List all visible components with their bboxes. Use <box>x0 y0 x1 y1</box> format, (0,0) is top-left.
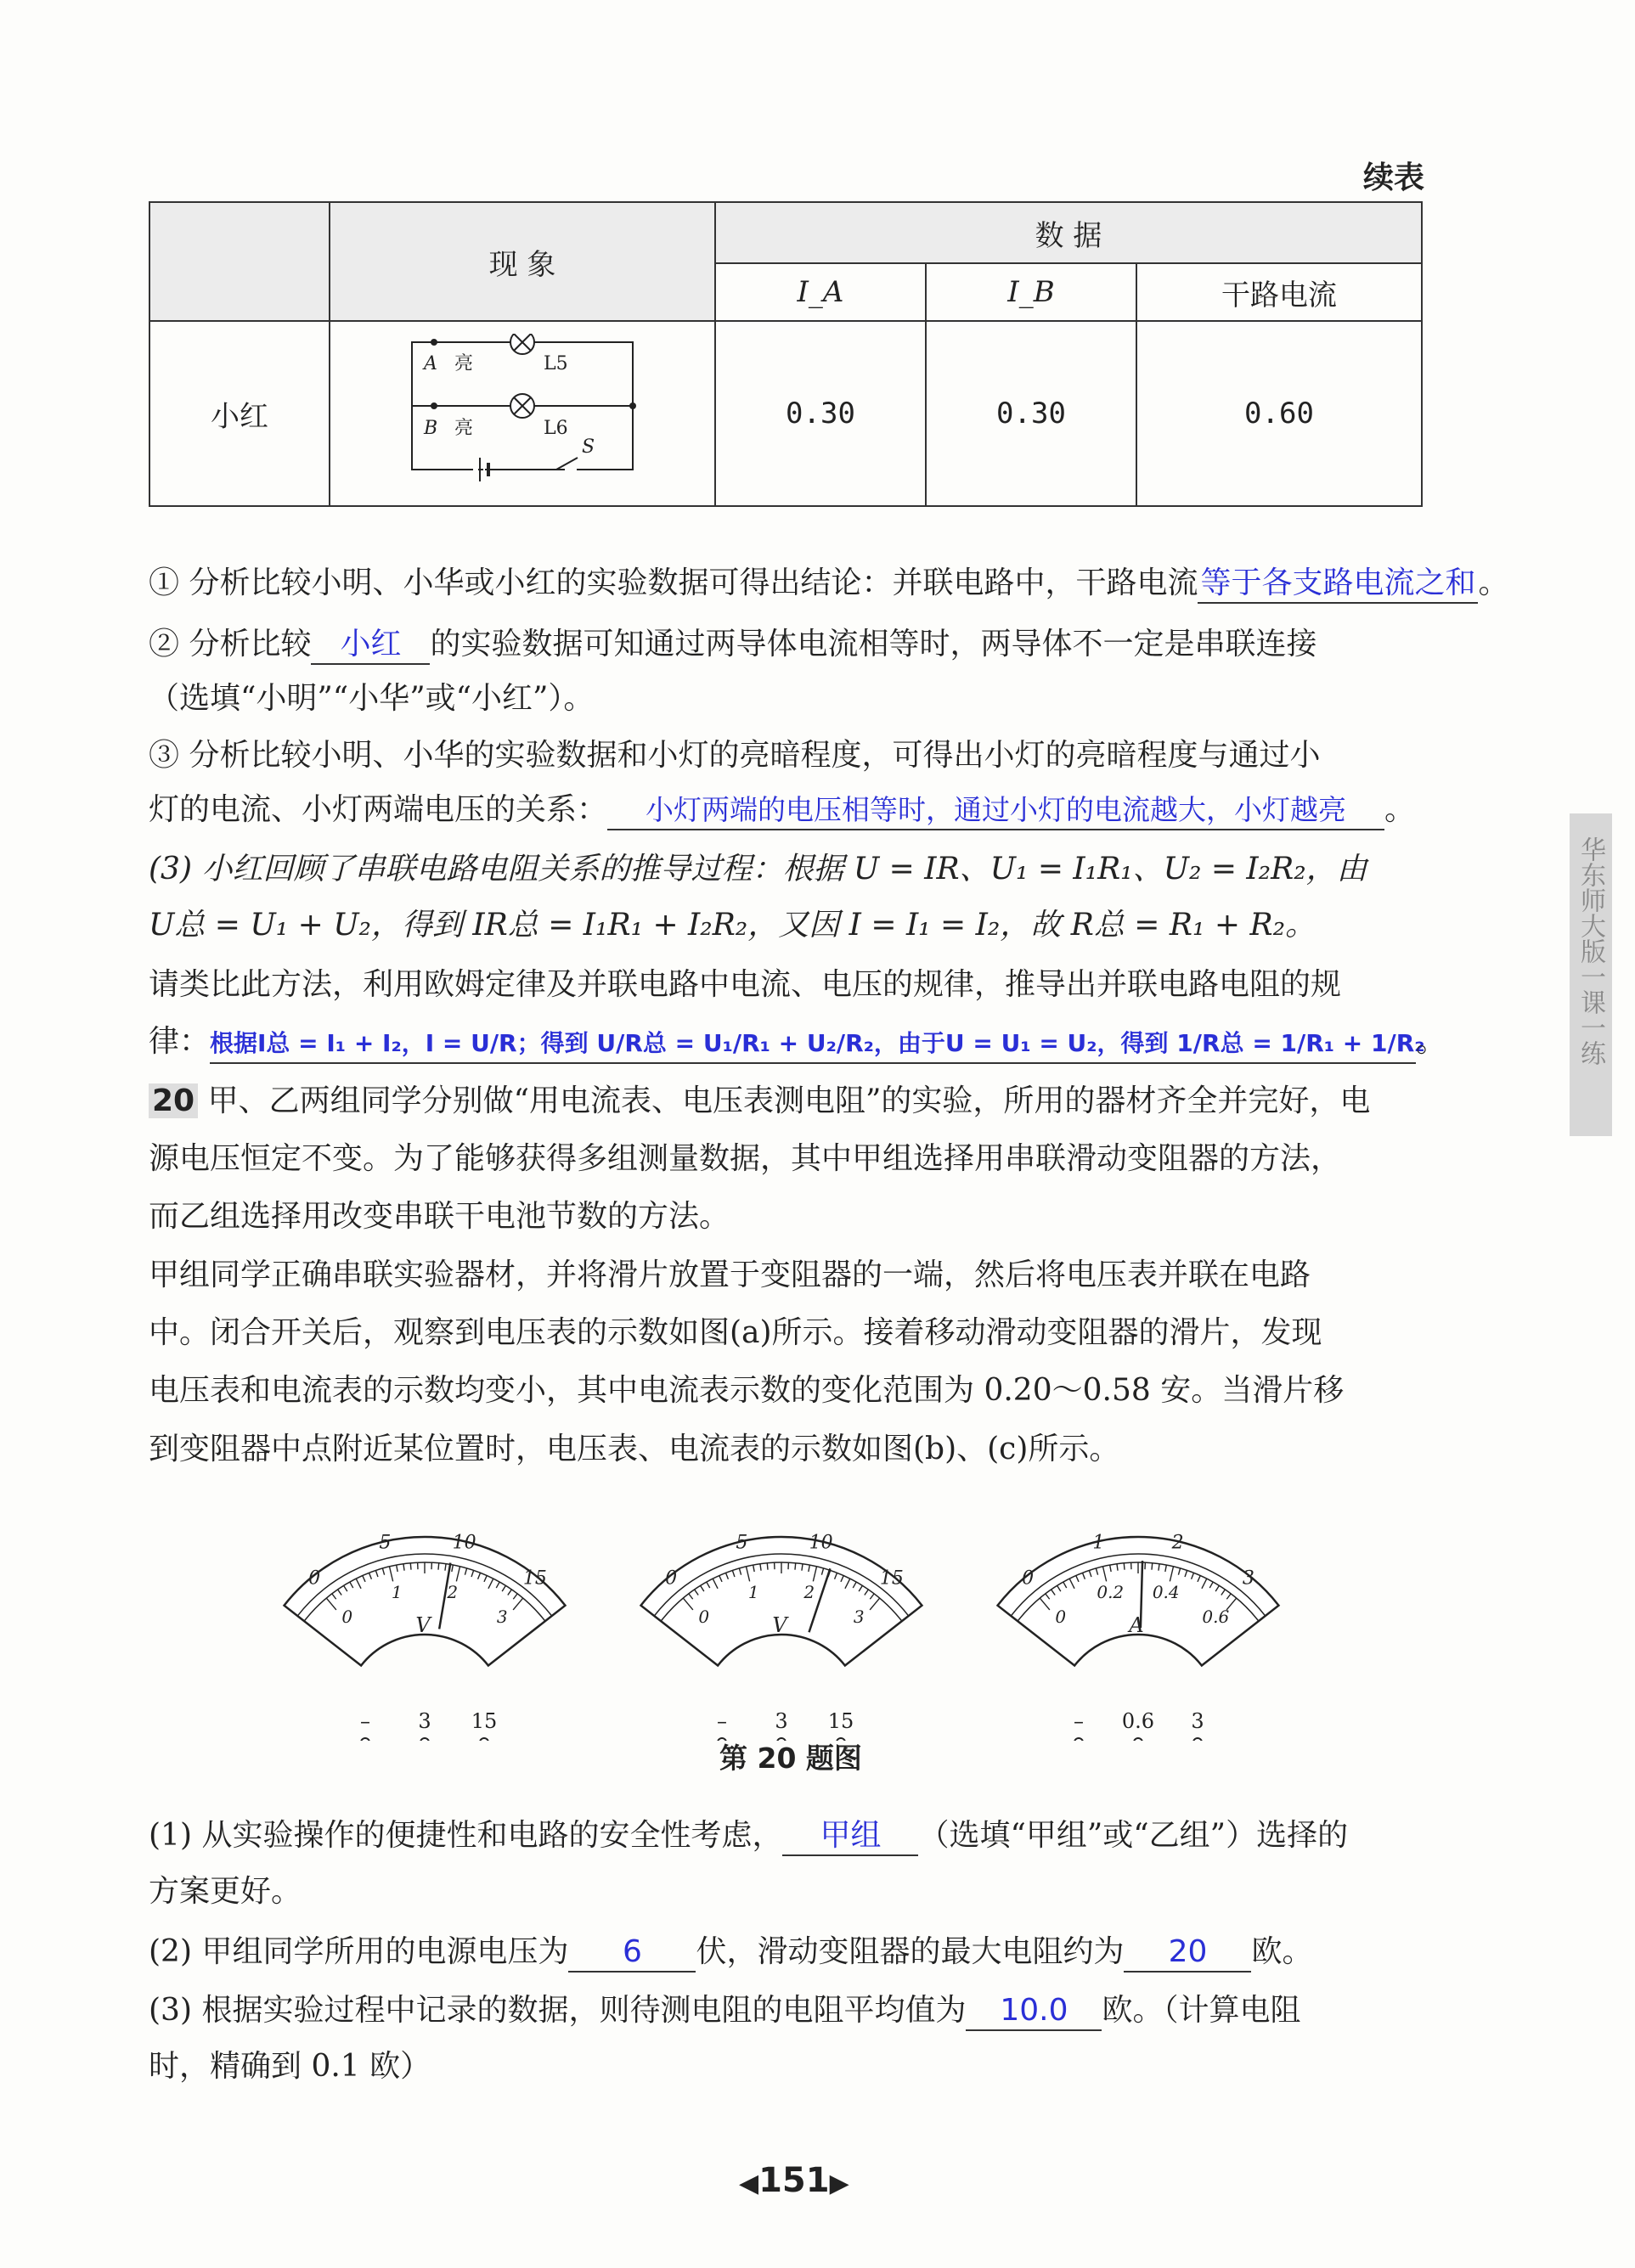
data-header: 数 据 <box>715 202 1422 263</box>
q3-answer: 小灯两端的电压相等时，通过小灯的电流越大，小灯越亮 <box>607 791 1384 830</box>
p3-answer: 根据I总 = I₁ + I₂，I = U/R；得到 U/R总 = U₁/R₁ + U₂/R₂，由于U = U₁ = U₂，得到 1/R总 = 1/R₁ + 1/R₂ <box>210 1025 1416 1064</box>
meter-unit: V <box>772 1613 787 1637</box>
circuit-cell <box>330 321 715 506</box>
s2-answer-voltage: 6 <box>568 1933 696 1973</box>
meter-1 <box>285 1532 566 1741</box>
scale-tick <box>438 1563 439 1570</box>
outer-scale-label: 10 <box>809 1532 833 1554</box>
q3-line1: ③ 分析比较小明、小华的实验数据和小灯的亮暗程度，可得出小灯的亮暗程度与通过小 <box>149 738 1321 773</box>
meter-face <box>998 1537 1279 1666</box>
terminal-label: 3 <box>775 1709 788 1733</box>
q1-line <box>149 565 1508 604</box>
s3-pre: (3) 根据实验过程中记录的数据，则待测电阻的电阻平均值为 <box>149 1993 967 2028</box>
ib-value: 0.30 <box>926 321 1136 506</box>
s2-mid: 伏，滑动变阻器的最大电阻约为 <box>696 1934 1125 1969</box>
p3-pre: 律： <box>149 1024 211 1059</box>
q2-pre: ② 分析比较 <box>149 627 312 661</box>
bright-label-2: 亮 <box>454 417 474 439</box>
q1-text: ① 分析比较小明、小华或小红的实验数据可得出结论：并联电路中，干路电流 <box>149 566 1198 600</box>
data-table <box>149 201 1423 507</box>
q2-post: 的实验数据可知通过两导体电流相等时，两导体不一定是串联连接 <box>430 627 1317 661</box>
terminal-label: 3 <box>1191 1709 1204 1733</box>
main-current-value: 0.60 <box>1136 321 1422 506</box>
q2-line2: （选填“小明”“小华”或“小红”）。 <box>149 681 595 716</box>
terminal-label: 3 <box>418 1709 431 1733</box>
terminal-label: – <box>360 1709 370 1733</box>
terminal-post <box>1074 1738 1083 1741</box>
scale-tick <box>410 1563 411 1570</box>
q20-number: 20 <box>149 1083 198 1118</box>
q20-line3: 而乙组选择用改变串联干电池节数的方法。 <box>149 1199 730 1234</box>
s3-answer: 10.0 <box>966 1992 1102 2031</box>
terminal-label: – <box>1074 1709 1084 1733</box>
q20-line2: 源电压恒定不变。为了能够获得多组测量数据，其中甲组选择用串联滑动变阻器的方法， <box>149 1141 1342 1176</box>
inner-scale-label: 3 <box>496 1607 508 1628</box>
p3-line1: (3) 小红回顾了串联电路电阻关系的推导过程：根据 U = IR、U₁ = I₁R₁、U₂ = I₂R₂，由 <box>149 852 1367 886</box>
inner-scale-label: 2 <box>447 1581 459 1602</box>
q20-line6: 电压表和电流表的示数均变小，其中电流表示数的变化范围为 0.20～0.58 安。当滑片移 <box>149 1373 1345 1408</box>
main-current-header: 干路电流 <box>1136 263 1422 321</box>
q1-answer: 等于各支路电流之和 <box>1198 565 1478 604</box>
outer-scale-label: 3 <box>1242 1567 1254 1590</box>
meters-figure <box>280 1520 1300 1741</box>
continued-label: 续表 <box>1363 160 1425 195</box>
terminal-post <box>1134 1738 1142 1741</box>
terminal-label: 0.6 <box>1121 1709 1155 1733</box>
q2-line <box>149 626 1316 665</box>
phenomenon-header: 现 象 <box>330 202 715 321</box>
inner-scale-label: 0.4 <box>1152 1581 1180 1602</box>
outer-scale-label: 15 <box>879 1567 904 1590</box>
page-number: ◀151▶ <box>739 2161 849 2200</box>
outer-scale-label: 1 <box>1092 1532 1105 1554</box>
outer-scale-label: 5 <box>379 1532 392 1554</box>
scale-tick <box>1124 1563 1125 1570</box>
terminal-label: 15 <box>827 1709 854 1733</box>
outer-scale-label: 0 <box>308 1567 321 1590</box>
node-a-label: A <box>424 352 437 374</box>
p3-end: 。 <box>1416 1024 1447 1059</box>
q20-line4: 甲组同学正确串联实验器材，并将滑片放置于变阻器的一端，然后将电压表并联在电路 <box>149 1258 1311 1292</box>
outer-scale-label: 0 <box>665 1567 678 1590</box>
meter-2 <box>641 1532 922 1741</box>
meter-3 <box>998 1532 1279 1741</box>
outer-scale-label: 0 <box>1022 1567 1035 1590</box>
inner-scale-label: 2 <box>803 1581 815 1602</box>
inner-scale-label: 1 <box>391 1581 403 1602</box>
s2-line <box>149 1933 1312 1973</box>
scale-tick <box>1152 1563 1153 1570</box>
node-b-label: B <box>424 417 438 439</box>
inner-scale-label: 0 <box>1055 1607 1067 1628</box>
meter-unit: V <box>415 1613 431 1637</box>
scale-tick <box>795 1563 796 1570</box>
terminal-post <box>1193 1738 1202 1741</box>
meter-face <box>285 1537 566 1666</box>
meter-unit: A <box>1129 1613 1144 1637</box>
p3-line4 <box>149 1023 1446 1064</box>
inner-scale-label: 1 <box>747 1581 759 1602</box>
ia-header: I_A <box>715 263 926 321</box>
s1-line2: 方案更好。 <box>149 1874 302 1909</box>
ia-value: 0.30 <box>715 321 926 506</box>
s1-answer: 甲组 <box>782 1817 918 1856</box>
bright-label-1: 亮 <box>454 352 474 374</box>
p3-line3: 请类比此方法，利用欧姆定律及并联电路中电流、电压的规律，推导出并联电路电阻的规 <box>149 967 1342 1002</box>
outer-scale-label: 2 <box>1171 1532 1184 1554</box>
s1-pre: (1) 从实验操作的便捷性和电路的安全性考虑， <box>149 1818 783 1853</box>
outer-scale-label: 5 <box>736 1532 748 1554</box>
ib-header: I_B <box>926 263 1136 321</box>
s3-line2: 时，精确到 0.1 欧） <box>149 2049 431 2084</box>
outer-scale-label: 10 <box>452 1532 476 1554</box>
q3-pre: 灯的电流、小灯两端电压的关系： <box>149 792 608 827</box>
switch-label: S <box>582 436 595 458</box>
meter-face <box>641 1537 922 1666</box>
outer-scale-label: 15 <box>522 1567 547 1590</box>
s2-post: 欧。 <box>1251 1934 1313 1969</box>
parallel-circuit-diagram <box>395 334 650 487</box>
side-tab-text: 华东师大版一课一练 <box>1576 836 1605 1066</box>
row-name-cell: 小红 <box>149 321 330 506</box>
s3-post: 欧。（计算电阻 <box>1102 1993 1301 2028</box>
q20-text-1: 甲、乙两组同学分别做“用电流表、电压表测电阻”的实验，所用的器材齐全并完好，电 <box>207 1083 1371 1118</box>
terminal-post <box>420 1738 429 1741</box>
q3-end: 。 <box>1384 792 1416 827</box>
blank-header-cell <box>149 202 330 321</box>
inner-scale-label: 0 <box>698 1607 710 1628</box>
inner-scale-label: 0.6 <box>1202 1607 1230 1628</box>
terminal-label: 15 <box>471 1709 498 1733</box>
inner-scale-label: 0.2 <box>1097 1581 1125 1602</box>
q20-line1 <box>149 1083 1370 1120</box>
inner-scale-label: 0 <box>341 1607 353 1628</box>
s2-pre: (2) 甲组同学所用的电源电压为 <box>149 1934 569 1969</box>
figure-caption: 第 20 题图 <box>719 1742 862 1775</box>
s1-post: （选填“甲组”或“乙组”）选择的 <box>918 1818 1349 1853</box>
terminal-label: – <box>717 1709 727 1733</box>
lamp-l5-label: L5 <box>544 352 568 374</box>
q20-line5: 中。闭合开关后，观察到电压表的示数如图(a)所示。接着移动滑动变阻器的滑片，发现 <box>149 1315 1322 1350</box>
scale-tick <box>767 1563 768 1570</box>
p3-line2: U总 = U₁ + U₂，得到 IR总 = I₁R₁ + I₂R₂，又因 I = I₁ = I₂，故 R总 = R₁ + R₂。 <box>149 908 1316 943</box>
s1-line <box>149 1817 1348 1856</box>
terminal-post <box>480 1738 488 1741</box>
page-number-text: 151 <box>758 2161 830 2200</box>
s3-line <box>149 1992 1300 2031</box>
inner-scale-label: 3 <box>853 1607 865 1628</box>
q3-line2 <box>149 791 1415 830</box>
terminal-post <box>361 1738 369 1741</box>
q2-answer: 小红 <box>311 626 430 665</box>
q1-end: 。 <box>1478 566 1509 600</box>
q20-line7: 到变阻器中点附近某位置时，电压表、电流表的示数如图(b)、(c)所示。 <box>149 1432 1120 1466</box>
lamp-l6-label: L6 <box>544 417 568 439</box>
s2-answer-resistance: 20 <box>1124 1933 1251 1973</box>
